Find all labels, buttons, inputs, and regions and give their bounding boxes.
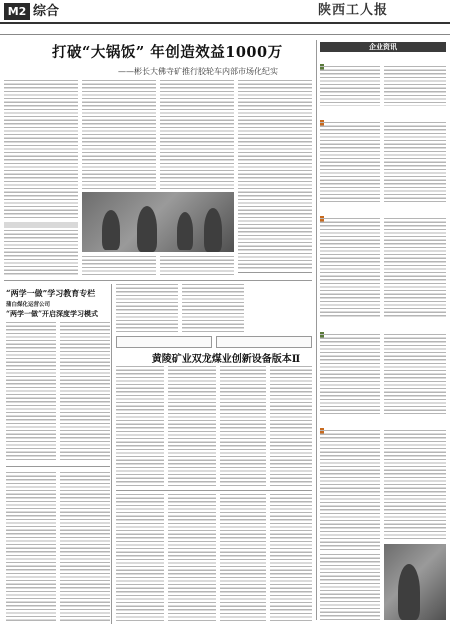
right-brief-5b [384,430,446,540]
page-number-badge: M2 [4,3,30,20]
feature-article-col-1 [6,322,56,462]
lead-subheadline: ——彬长大佛寺矿推行胶轮车内部市场化纪实 [118,67,278,76]
right-column-divider [316,40,317,620]
bottom-headline: 黄陵矿业双龙煤业创新设备版本Ⅱ [151,354,301,365]
bottom-article-col-2 [168,366,216,486]
bottom-article-col-7 [220,494,266,622]
lead-bottom-divider [4,280,312,281]
lead-article-col-1b [4,230,78,276]
feature-article-col-2 [60,322,110,462]
photo-figure [102,210,120,250]
feature-article-col-4 [60,472,110,622]
feature-title-line3: “两学一做”开启深度学习模式 [6,309,99,318]
lead-article-col-3 [160,80,234,190]
paper-name: 陕西工人报 [318,3,389,18]
right-brief-3b [384,218,446,318]
photo-figure [177,212,193,250]
right-brief-1b [384,66,446,106]
bottom-article-col-5 [116,494,164,622]
bottom-article-col-4 [270,366,312,486]
mid-article-col-1 [116,284,178,334]
photo-figure [137,206,157,252]
lead-article-col-2 [82,80,156,190]
bottom-divider [116,490,312,491]
right-column-photo [384,544,446,620]
right-brief-2b [384,122,446,202]
right-brief-3a [320,218,380,318]
photo-figure [398,564,420,620]
right-brief-4b [384,334,446,414]
right-brief-4a [320,334,380,414]
right-brief-1a [320,66,380,106]
right-column-header: 企业资讯 [320,42,446,52]
photo-caption-box-1 [116,336,212,348]
bottom-article-col-3 [220,366,266,486]
col4-divider [238,272,312,273]
feature-divider [6,466,110,467]
feature-title-line2: 蒲白煤化运营公司 [6,302,51,308]
bottom-article-col-1 [116,366,164,486]
right-brief-5c [320,554,380,620]
lead-photo [82,192,234,252]
mid-article-col-2 [182,284,244,334]
bottom-article-col-6 [168,494,216,622]
bottom-article-col-8 [270,494,312,622]
feature-title-line1: “两学一做”学习教育专栏 [6,288,96,298]
lead-inline-subheading [4,222,78,228]
section-name: 综合 [33,4,60,19]
lead-article-col-3b [160,256,234,276]
photo-caption-box-2 [216,336,312,348]
sub-bar [0,26,450,35]
right-brief-2a [320,122,380,202]
photo-figure [204,208,222,252]
lead-headline: 打破“大锅饭” 年创造效益1000万 [52,44,283,61]
lead-article-col-1 [4,80,78,220]
feature-article-col-3 [6,472,56,622]
lead-article-col-2b [82,256,156,276]
right-brief-5a [320,430,380,550]
lead-article-col-4 [238,80,312,270]
